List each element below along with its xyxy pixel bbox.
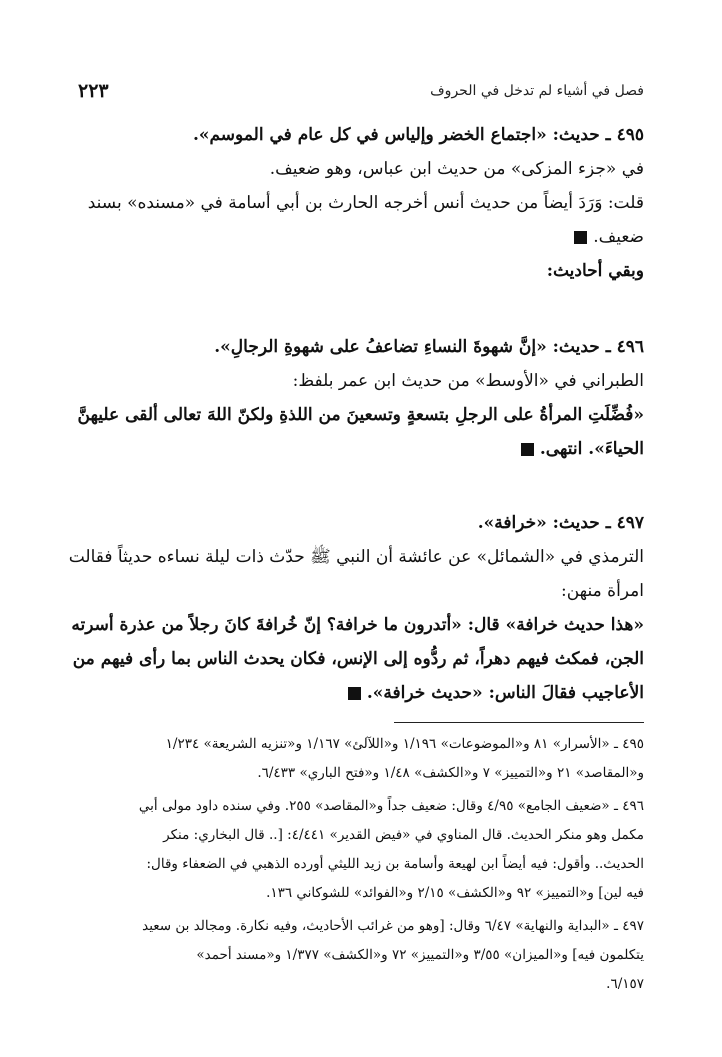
text-line: «هذا حديث خرافة» قال: «أتدرون ما خرافة؟ إنّ خُرافةَ كانَ رجلاً من عذرة أسرته: [71, 615, 644, 635]
running-title: فصل في أشياء لم تدخل في الحروف: [430, 83, 644, 99]
text-line: قلت: وَرَدَ أيضاً من حديث أنس أخرجه الحارث بن أبي أسامة في «مسنده» بسند: [87, 193, 644, 213]
footnote-496: [82, 792, 644, 908]
footnote-line: مكمل وهو منكر الحديث. قال المناوي في «فيض القدير» ٤/٤٤١: [.. قال البخاري: منكر: [163, 827, 644, 843]
text-line: «فُضِّلَتِ المرأةُ على الرجلِ بتسعةٍ وتسعينَ من اللذةِ ولكنّ اللهَ تعالى ألقى عليهنَّ: [77, 405, 644, 425]
text-line: الجن، فمكث فيهم دهراً، ثم ردُّوه إلى الإنس، فكان يحدث الناس بما رأى فيهم من: [72, 649, 644, 669]
end-square-icon: [348, 687, 361, 700]
footnote-line: ٦/١٥٧.: [606, 976, 644, 992]
hadith-entry-495: [82, 118, 644, 288]
text-line: [82, 432, 644, 466]
footnote-line: يتكلمون فيه] و«الميزان» ٣/٥٥ و«التمييز» ٧٢ و«الكشف» ١/٣٧٧ و«مسند أحمد»: [196, 947, 644, 963]
text-line-content: ضعيف.: [593, 227, 644, 247]
page-header: [78, 78, 644, 104]
end-square-icon: [521, 443, 534, 456]
footnote-497: [82, 912, 644, 999]
text-line: الطبراني في «الأوسط» من حديث ابن عمر بلفظ:: [292, 371, 644, 391]
footnote-line: ٤٩٥ ـ «الأسرار» ٨١ و«الموضوعات» ١/١٩٦ و«اللآلئ» ١/١٦٧ و«تنزيه الشريعة» ١/٢٣٤: [165, 736, 644, 752]
text-line: امرأة منهن:: [561, 581, 644, 601]
text-line: وبقي أحاديث:: [546, 261, 644, 281]
hadith-title: ٤٩٧ ـ حديث: «خرافة».: [477, 513, 644, 533]
footnote-divider: [394, 722, 644, 723]
text-line: [82, 676, 644, 710]
text-line: في «جزء المزكى» من حديث ابن عباس، وهو ضعيف.: [269, 159, 644, 179]
footnote-line: و«المقاصد» ٢١ و«التمييز» ٧ و«الكشف» ١/٤٨ و«فتح الباري» ٦/٤٣٣.: [257, 765, 644, 781]
text-line: [82, 220, 644, 254]
text-line-content: الأعاجيب فقالَ الناس: «حديث خرافة».: [366, 683, 644, 703]
hadith-title: ٤٩٦ ـ حديث: «إنَّ شهوةَ النساءِ تضاعفُ على شهوةِ الرجالِ».: [214, 337, 644, 357]
footnote-line: فيه لين] و«التمييز» ٩٢ و«الكشف» ٢/١٥ و«الفوائد» للشوكاني ١٣٦.: [266, 885, 644, 901]
text-line-content: الحياءَ». انتهى.: [539, 439, 644, 459]
footnote-495: [82, 730, 644, 788]
hadith-title: ٤٩٥ ـ حديث: «اجتماع الخضر وإلياس في كل عام في الموسم».: [192, 125, 644, 145]
end-square-icon: [574, 231, 587, 244]
footnote-line: ٤٩٦ ـ «ضعيف الجامع» ٤/٩٥ وقال: ضعيف جداً و«المقاصد» ٢٥٥. وفي سنده داود مولى أبي: [138, 798, 644, 814]
hadith-entry-497: [68, 506, 644, 710]
footnote-line: ٤٩٧ ـ «البداية والنهاية» ٦/٤٧ وقال: [وهو من غرائب الأحاديث، وفيه نكارة. ومجالد بن سعيد: [142, 918, 644, 934]
text-line: الترمذي في «الشمائل» عن عائشة أن النبي ﷺ حدّث ذات ليلة نساءه حديثاً فقالت: [68, 547, 644, 567]
footnote-line: الحديث.. وأقول: فيه أيضاً ابن لهيعة وأسامة بن زيد الليثي أورده الذهبي في الضعفاء وقال:: [146, 856, 644, 872]
hadith-entry-496: [77, 330, 644, 466]
page-number: ٢٢٣: [78, 80, 109, 102]
